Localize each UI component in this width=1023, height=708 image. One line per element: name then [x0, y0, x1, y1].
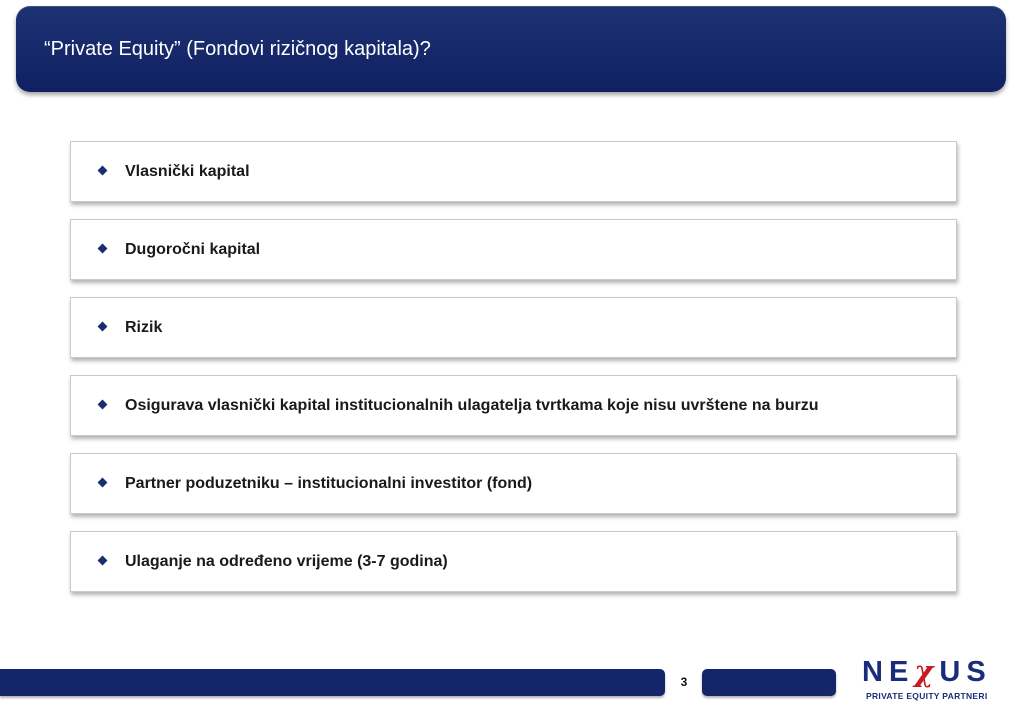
bullet-box-4	[70, 375, 957, 436]
page-number: 3	[680, 675, 688, 689]
title-bar	[16, 6, 1006, 92]
bullet-box-1	[70, 141, 957, 202]
footer-bar-left	[0, 669, 665, 696]
logo-word-left: NE	[862, 656, 915, 688]
bullet-text: Rizik	[125, 319, 163, 336]
bullet-text: Dugoročni kapital	[125, 241, 261, 258]
logo-word-right: US	[939, 656, 992, 688]
diamond-bullet-icon	[98, 400, 108, 410]
diamond-bullet-icon	[98, 244, 108, 254]
logo-chi-icon: χ	[914, 654, 940, 688]
diamond-bullet-icon	[98, 166, 108, 176]
footer-bar-right	[702, 669, 836, 696]
diamond-bullet-icon	[98, 556, 108, 566]
diamond-bullet-icon	[98, 478, 108, 488]
logo-wordmark	[862, 654, 992, 689]
slide-title: “Private Equity” (Fondovi rizičnog kapitala)?	[44, 38, 431, 60]
bullet-text: Partner poduzetniku – institucionalni investitor (fond)	[125, 475, 533, 492]
bullet-box-5	[70, 453, 957, 514]
diamond-bullet-icon	[98, 322, 108, 332]
nexus-logo	[856, 654, 1016, 704]
bullet-text: Vlasnički kapital	[125, 163, 250, 180]
bullet-text: Osigurava vlasnički kapital institucionalnih ulagatelja tvrtkama koje nisu uvrštene na burzu	[125, 397, 819, 414]
logo-tagline: PRIVATE EQUITY PARTNERI	[866, 691, 988, 701]
bullet-box-2	[70, 219, 957, 280]
bullet-box-3	[70, 297, 957, 358]
bullet-box-6	[70, 531, 957, 592]
bullet-text: Ulaganje na određeno vrijeme (3-7 godina)	[125, 553, 448, 570]
